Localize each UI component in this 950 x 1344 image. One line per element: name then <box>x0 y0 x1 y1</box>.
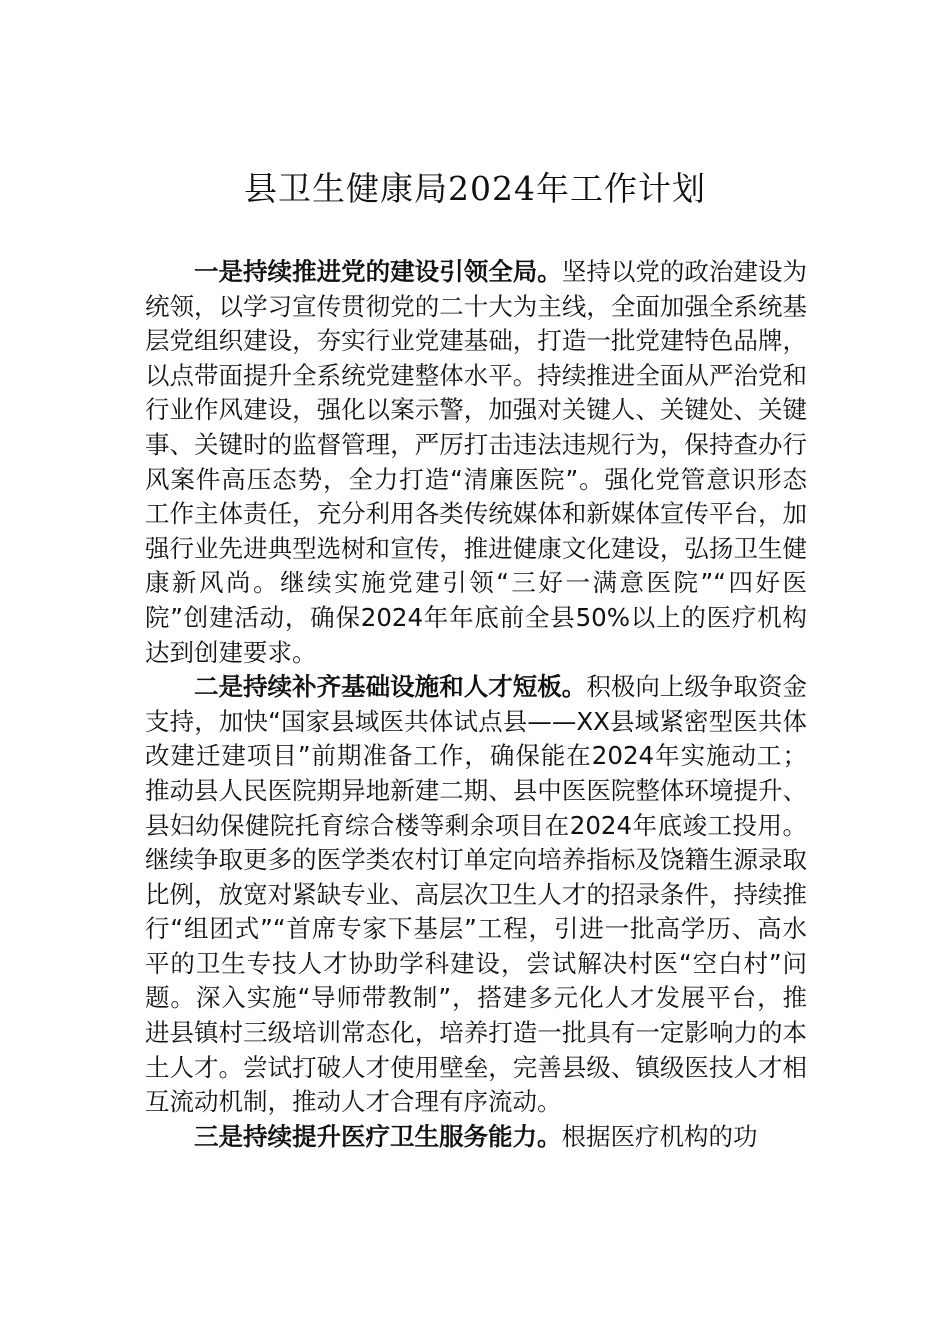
paragraph-party-building <box>145 255 807 670</box>
paragraph-heading: 三是持续提升医疗卫生服务能力。 <box>194 1121 562 1151</box>
paragraph-medical-service <box>145 1120 807 1155</box>
paragraph-heading: 一是持续推进党的建设引领全局。 <box>194 257 562 286</box>
paragraph-text: 积极向上级争取资金支持，加快“国家县域医共体试点县——XX县域紧密型医共体改建迁建项目”前期准备工作，确保能在2024年实施动工；推动县人民医院期异地新建二期、县中医医院整体环境提升、县妇幼保健院托育综合楼等剩余项目在2024年底竣工投用。继续争取更多的医学类农村订单定向培养指标及饶籍生源录取比例，放宽对紧缺专业、高层次卫生人才的招录条件，持续推行“组团式”“首席专家下基层”工程，引进一批高学历、高水平的卫生专技人才协助学科建设，尝试解决村医“空白村”问题。深入实施“导师带教制”，搭建多元化人才发展平台，推进县镇村三级培训常态化，培养打造一批具有一定影响力的本土人才。尝试打破人才使用壁垒，完善县级、镇级医技人才相互流动机制，推动人才合理有序流动。 <box>145 672 808 1117</box>
document-title: 县卫生健康局2024年工作计划 <box>244 169 706 208</box>
document-body <box>145 255 807 1154</box>
paragraph-infrastructure-talent <box>145 670 807 1120</box>
paragraph-text: 根据医疗机构的功 <box>561 1121 758 1151</box>
paragraph-heading: 二是持续补齐基础设施和人才短板。 <box>194 672 587 702</box>
paragraph-text: 坚持以党的政治建设为统领，以学习宣传贯彻党的二十大为主线，全面加强全系统基层党组织建设，夯实行业党建基础，打造一批党建特色品牌，以点带面提升全系统党建整体水平。持续推进全面从严治党和行业作风建设，强化以案示警，加强对关键人、关键处、关键事、关键时的监督管理，严厉打击违法违规行为，保持查办行风案件高压态势，全力打造“清廉医院”。强化党管意识形态工作主体责任，充分利用各类传统媒体和新媒体宣传平台，加强行业先进典型选树和宣传，推进健康文化建设，弘扬卫生健康新风尚。继续实施党建引领“三好一满意医院”“四好医院”创建活动，确保2024年年底前全县50%以上的医疗机构达到创建要求。 <box>145 257 807 667</box>
